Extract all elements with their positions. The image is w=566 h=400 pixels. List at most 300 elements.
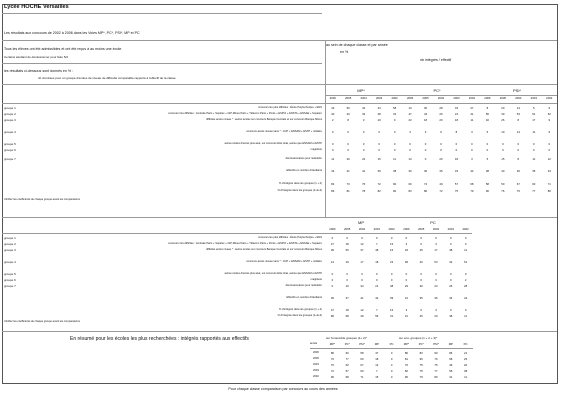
table-cell: 0 [405,278,408,282]
table-cell: 0 [346,272,348,276]
row-group-label: groupe 5 [4,142,16,146]
table-cell: 20 [439,157,443,161]
row-group-label: groupe 2 [4,242,16,246]
table-cell: 0 [409,142,411,146]
table-cell: 86 [330,314,334,318]
table-row [325,149,557,152]
table-cell: 26 [501,118,505,122]
table-cell: 47 [408,112,412,116]
table-cell: 10 [377,118,381,122]
table-cell: 7 [376,308,378,312]
table-cell: 0 [390,236,393,240]
table-cell: 53 [434,260,438,264]
summary-cell: 12 [375,363,379,367]
table-cell: 38 [449,248,453,252]
summary-cell: 60 [360,369,364,373]
summary-cell: 95 [419,357,423,361]
table-cell: 11 [470,118,474,122]
row-label: concours les plus difficiles : École Polytechnique + ENS [258,236,322,239]
summary-cell: 70 [330,357,334,361]
table-cell: 0 [362,130,365,134]
table-cell: 9 [440,130,442,134]
table-cell: 35 [532,169,536,173]
table-cell: 33 [454,169,459,173]
summary-cell: 86 [330,351,334,355]
summary-subheader: PC* [418,342,424,346]
summary-cell: 47 [375,351,379,355]
table-cell: 0 [420,236,422,240]
table-cell: 11 [532,130,536,134]
table-cell: 30 [501,112,505,116]
table-cell: 18 [454,157,459,161]
summary-col1-head: sur l'ensemble groupes (1+ 2)* [326,336,367,340]
summary-cell: 71 [360,375,364,379]
year-header: 2006 [329,96,336,100]
table-cell: 28 [439,106,443,110]
divider [2,40,557,41]
table-row [325,170,557,173]
table-row [325,261,473,264]
table-cell: 32 [449,260,453,264]
info-right-1: au sein de chaque classe et par année [326,43,388,47]
table-cell: 0 [361,278,363,282]
table-cell: 38 [485,169,489,173]
table-cell: 0 [455,148,458,152]
table-cell: 0 [420,272,422,276]
summary-subheader: PC* [344,342,350,346]
summary-cell: 57 [345,369,349,373]
table-cell: 3 [405,242,408,246]
table1-note: Vérifiez les coefficients de chaque groupe avant les comparaisons [4,198,80,201]
divider [2,84,557,85]
table-cell: 50 [346,106,350,110]
table-cell: 31 [404,296,408,300]
document-frame [2,4,558,384]
table-cell: 0 [376,236,378,240]
row-group-label: groupe 2 [4,112,16,116]
summary-row [325,370,473,373]
table-cell: 30 [419,284,423,288]
table-cell: 0 [435,272,437,276]
table-cell: 3 [362,118,365,122]
table-cell: 0 [435,236,437,240]
summary-cell: 60 [360,357,364,361]
table-cell: 0 [331,272,334,276]
table-cell: 0 [376,278,378,282]
summary-title: En résumé pour les écoles les plus recherchées : intégrés rapportés aux effectifs [70,336,249,342]
row-group-label: groupe 1 [4,236,16,240]
row-label: magistère [310,278,322,281]
table-cell: 30 [423,106,428,110]
table-cell: 73 [346,182,350,186]
table-cell: 41 [346,169,350,173]
table-cell: 20 [346,157,350,161]
summary-subheader: PSI* [359,342,365,346]
table-cell: 39 [330,248,334,252]
year-header: 2005 [345,96,352,100]
table-cell: 10 [345,284,349,288]
table-cell: 0 [420,278,422,282]
intro-text: Les résultats aux concours de 2002 à 2006 dans les Voies MP*, PC*, PSI*, MP et PC [4,31,140,35]
summary-subheader: MP* [403,342,410,346]
row-label: % d'intégrés dans les groupes (1+2+3) [277,314,322,317]
table-cell: 75 [516,189,520,193]
table-cell: 32 [362,112,366,116]
summary-row [325,364,473,367]
summary-cell: 90 [330,375,334,379]
year-header: 2004 [437,96,445,100]
years-header-row [325,228,473,231]
table-cell: 7 [376,242,378,246]
summary-subheader: PSI* [433,342,439,346]
table-cell: 83 [408,189,412,193]
table-cell: 42 [375,296,379,300]
table-cell: 18 [454,118,459,122]
voie-header-mp-star: MP* [357,88,365,93]
row-group-label: groupe 6 [4,148,16,152]
table-cell: 31 [390,314,394,318]
table-cell: 33 [454,106,459,110]
table-cell: 2 [464,278,467,282]
table-cell: 32 [485,118,489,122]
table-cell: 86 [331,189,335,193]
table-cell: 18 [375,260,379,264]
summary-row [325,376,473,379]
document-title: Lycée HOCHE Versailles [4,4,69,10]
table-cell: 8 [347,118,349,122]
table-cell: 0 [548,142,551,146]
table-cell: 15 [377,157,381,161]
table-cell: 27 [470,106,474,110]
summary-cell: 55 [449,369,453,373]
summary-subheader: MP* [329,342,336,346]
table-cell: 37 [345,296,349,300]
table-cell: 0 [450,272,452,276]
summary-cell: 76 [434,357,438,361]
row-label: concours les plus difficiles : École Polytechnique + ENS [258,106,322,109]
table-row [325,183,557,186]
summary-cell: 60 [345,351,349,355]
table-cell: 0 [331,130,334,134]
summary-cell: 68 [449,357,453,361]
year-header: 2002 [388,227,395,231]
table-cell: 58 [485,182,489,186]
year-header: 2006 [403,227,410,231]
summary-subheader: PC [463,342,468,346]
table-row [325,315,473,318]
year-header: 2004 [515,96,522,100]
table-cell: 0 [346,278,348,282]
year-header: 2006 [484,96,491,100]
table-cell: 0 [393,142,396,146]
summary-cell: 68 [345,375,349,379]
info-line-1: Tous les élèves ont été admissibles et ont été reçus à au moins une école. [4,47,123,51]
table-cell: 20 [439,118,443,122]
summary-cell: 7 [376,369,378,373]
table-cell: 41 [470,112,474,116]
table-cell: 3 [424,130,427,134]
table-row [325,143,557,146]
table-cell: 44 [423,112,428,116]
table-cell: 20 [434,314,438,318]
table-cell: 8 [455,130,458,134]
table-cell: 34 [360,284,364,288]
table-cell: 48 [390,284,394,288]
year-header: 2002 [546,96,553,100]
table-cell: 0 [393,118,396,122]
row-label: difficiles accès niveau * : autres écoles sur concours Banque Centrale et sur concours Banque Mines [206,248,322,251]
table-cell: 0 [347,130,349,134]
summary-year: 2002 [313,375,319,378]
table-cell: 39 [377,169,381,173]
row-group-label: groupe 3 [4,118,16,122]
summary-cell: 77 [345,357,349,361]
table-row [325,285,473,288]
table-cell: 8 [486,106,489,110]
summary-year: 2004 [313,363,319,366]
table-cell: 44 [464,296,468,300]
summary-cell: 77 [434,369,438,373]
table-cell: 0 [424,148,427,152]
info-line-4: nb d'entrées pour un groupe d'écoles de niveau de difficulté comparable rapporté à l'effectif de la classe [38,76,176,80]
table-cell: 78 [362,189,366,193]
year-header: 2005 [344,227,351,231]
table-cell: 61 [464,260,468,264]
info-line-2: Certains étudiant de démissionner pour faire 5/2 [4,55,69,59]
table-cell: 0 [347,148,349,152]
summary-cell: 79 [419,375,423,379]
table-cell: 40 [501,169,505,173]
table-cell: 18 [404,248,408,252]
table-cell: 58 [393,106,397,110]
table-cell: 0 [450,308,452,312]
summary-cell: 11 [464,375,468,379]
summary-cell: 75 [434,363,438,367]
table-cell: 25 [419,314,423,318]
table-cell: 0 [376,272,378,276]
table-cell: 30 [408,169,412,173]
table-cell: 0 [346,236,348,240]
row-group-label: groupe 4 [4,130,16,134]
table-cell: 44 [362,106,366,110]
table-cell: 5 [533,106,535,110]
divider [2,13,322,14]
summary-col2-head: sur ens. groupes (1 + 2 + 3)* [399,336,438,340]
table-cell: 81 [346,189,350,193]
row-group-label: groupe 5 [4,272,16,276]
table-cell: 0 [486,142,489,146]
table-cell: 5 [486,157,489,161]
years-header-row [325,97,557,100]
table-cell: 14 [516,130,520,134]
table-cell: 72 [377,182,381,186]
table2-note: Vérifiez les coefficients de chaque groupe avant les comparaisons [4,320,80,323]
table-cell: 80 [547,189,551,193]
table-cell: 11 [331,157,335,161]
table-row [325,297,473,300]
table-cell: 72 [439,189,443,193]
table-cell: 0 [455,142,458,146]
table-cell: 0 [440,148,442,152]
table-cell: 3 [471,130,473,134]
table-row [325,249,473,252]
table-cell: 5 [486,130,489,134]
summary-cell: 80 [434,375,438,379]
table-cell: 36 [423,169,428,173]
table-cell: 40 [331,112,335,116]
voie-header-mp: MP [358,220,364,225]
year-header: 2002 [391,96,398,100]
summary-cell: 75 [419,363,423,367]
table-cell: 3 [409,130,411,134]
table-cell: 23 [434,284,438,288]
table-cell: 18 [345,308,349,312]
year-header: 2002 [462,227,469,231]
table-cell: 0 [464,308,467,312]
summary-cell: 76 [330,363,334,367]
table-cell: 29 [404,284,408,288]
table-cell: 13 [408,106,412,110]
row-label: concours très difficiles : Centrale Paris + Supélec + GIP-Mines Paris + Télécom Paris + Ponts + ESPCI + ENSTA + ENSAE + Supaéro [168,242,322,245]
table-cell: 0 [517,142,520,146]
table-cell: 0 [405,272,408,276]
table-cell: 0 [393,148,396,152]
table-cell: 12 [360,308,364,312]
table-cell: 0 [533,148,535,152]
table-cell: 8 [517,157,520,161]
table-cell: 0 [471,142,473,146]
summary-cell: 3 [390,351,393,355]
row-label: autres écoles d'accès plus aisé, sur concours E3a, E4a, autres que ENSAM et ESTP [224,142,322,145]
table-cell: 28 [464,284,468,288]
table-cell: 3 [435,278,437,282]
table-cell: 86 [423,189,428,193]
table-cell: 53 [516,112,520,116]
table-cell: 28 [377,112,381,116]
table-cell: 37 [360,248,364,252]
table-cell: 0 [331,148,334,152]
table-cell: 14 [330,260,334,264]
summary-cell: 83 [419,351,423,355]
table-cell: 24 [454,112,459,116]
summary-subheader: MP [448,342,453,346]
table-cell: 13 [408,157,412,161]
table-cell: 0 [471,148,473,152]
table-cell: 15 [390,308,394,312]
table-cell: 0 [464,272,467,276]
voie-header-pc: PC [430,220,436,225]
table-cell: 51 [532,112,536,116]
table-cell: 0 [533,142,535,146]
table-cell: 41 [362,169,366,173]
year-header: 2004 [360,96,367,100]
table-cell: 0 [464,242,467,246]
table-cell: 67 [516,182,520,186]
row-group-label: groupe 3 [4,248,16,252]
summary-cell: 86 [449,351,453,355]
row-group-label: groupe 6 [4,278,16,282]
year-header: 2006 [329,227,336,231]
table-cell: 25 [419,248,423,252]
summary-row [325,358,473,361]
table-cell: 16 [390,248,394,252]
year-header: 2005 [422,96,429,100]
table-cell: 9 [548,130,551,134]
year-header: 2003 [530,96,537,100]
year-header: 2003 [376,96,383,100]
table-cell: 0 [502,142,504,146]
row-label: % d'intégrés dans les groupes (1 + 2) [279,182,322,185]
summary-cell: 76 [404,363,408,367]
table-cell: 11 [393,157,397,161]
table-cell: 34 [547,169,551,173]
summary-cell: 90 [404,375,408,379]
summary-subheaders [325,343,473,346]
table-cell: 0 [378,130,380,134]
table-cell: 0 [390,272,393,276]
table-cell: 15 [501,157,505,161]
year-header: 2005 [418,227,425,231]
row-label: démissionnaires pour redoubler [285,284,322,287]
summary-year: 2006 [313,351,319,354]
table-cell: 76 [501,189,505,193]
table-cell: 10 [501,130,505,134]
summary-cell: 67 [360,363,364,367]
table-cell: 68 [345,314,349,318]
table-cell: 90 [393,189,397,193]
divider [2,233,472,234]
summary-year-label: année [310,342,318,345]
table-cell: 90 [393,182,397,186]
table-cell: 12 [547,157,551,161]
table-cell: 17 [360,260,364,264]
table-cell: 0 [378,142,380,146]
row-group-label: groupe 4 [4,260,16,264]
row-label: magistère [310,148,322,151]
table-cell: 36 [330,296,334,300]
table-cell: 44 [331,169,335,173]
table-cell: 60 [532,182,536,186]
table-cell: 50 [485,112,489,116]
table-cell: 74 [423,182,428,186]
table-cell: 48 [375,248,379,252]
table-cell: 12 [360,242,364,246]
table-cell: 0 [424,157,427,161]
table-cell: 0 [502,148,504,152]
table-cell: 49 [360,314,364,318]
table-cell: 9 [548,106,551,110]
summary-cell: 25 [464,357,468,361]
table-row [325,273,473,276]
summary-cell: 72 [330,369,334,373]
table-cell: 3 [405,308,408,312]
table-cell: 39 [390,296,394,300]
table-cell: 32 [393,112,397,116]
summary-cell: 21 [464,351,468,355]
row-group-label: groupe 7 [4,284,16,288]
table-cell: 0 [331,236,334,240]
table-cell: 26 [449,284,453,288]
table-cell: 0 [464,236,467,240]
table-cell: 60 [408,182,412,186]
divider [2,63,322,64]
table-cell: 11 [464,314,468,318]
table-row [325,158,557,161]
table-cell: 41 [360,296,364,300]
table-cell: 36 [434,296,438,300]
year-header: 2003 [447,227,454,231]
table-cell: 0 [405,236,408,240]
